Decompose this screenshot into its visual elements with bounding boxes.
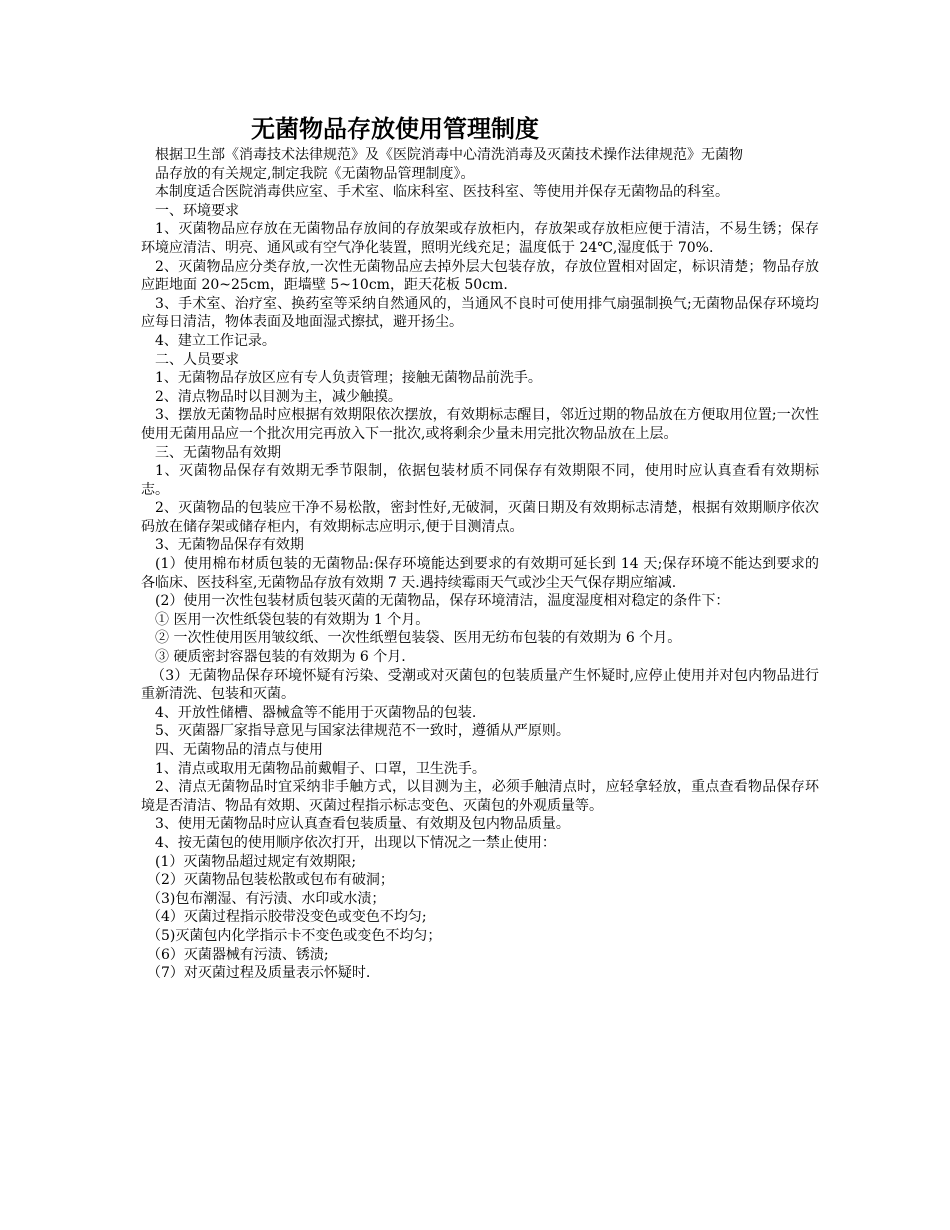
paragraph: 二、人员要求: [155, 351, 239, 368]
paragraph: 2、灭菌物品应分类存放,一次性无菌物品应去掉外层大包装存放，存放位置相对固定，标识清楚；物品存放应距地面 20~25cm，距墙壁 5~10cm，距天花板 50cm.: [141, 258, 819, 294]
paragraph: 4、开放性储槽、器械盒等不能用于灭菌物品的包装.: [155, 704, 477, 721]
paragraph: 四、无菌物品的清点与使用: [155, 742, 323, 758]
paragraph: (1）灭菌物品超过规定有效期限;: [155, 853, 357, 870]
paragraph: （3）无菌物品保存环境怀疑有污染、受潮或对灭菌包的包装质量产生怀疑时,应停止使用并对包内物品进行重新清洗、包装和灭菌。: [141, 667, 819, 703]
paragraph: （3)包布潮湿、有污渍、水印或水渍；: [147, 890, 386, 907]
document-page: [141, 112, 819, 983]
paragraph: （2）灭菌物品包装松散或包布有破洞；: [147, 872, 394, 889]
paragraph: （6）灭菌器械有污渍、锈渍;: [147, 946, 329, 963]
paragraph: 3、手术室、治疗室、换药室等采纳自然通风的，当通风不良时可使用排气扇强制换气;无菌物品保存环境均应每日清洁，物体表面及地面湿式擦拭，避开扬尘。: [141, 295, 819, 331]
paragraph: ② 一次性使用医用皱纹纸、一次性纸塑包装袋、医用无纺布包装的有效期为 6 个月。: [155, 630, 682, 647]
paragraph: 3、无菌物品保存有效期: [155, 537, 304, 554]
paragraph: 1、灭菌物品保存有效期无季节限制，依据包装材质不同保存有效期限不同，使用时应认真查看有效期标志。: [141, 463, 819, 498]
paragraph: 一、环境要求: [155, 202, 239, 219]
document-body: [141, 146, 819, 983]
paragraph: 2、灭菌物品的包装应干净不易松散，密封性好,无破洞，灭菌日期及有效期标志清楚，根据有效期顺序依次码放在储存架或储存柜内，有效期标志应明示,便于目测清点。: [141, 500, 819, 535]
paragraph: 根据卫生部《消毒技术法律规范》及《医院消毒中心清洗消毒及灭菌技术操作法律规范》无菌物: [155, 147, 743, 163]
paragraph: ① 医用一次性纸袋包装的有效期为 1 个月。: [155, 611, 430, 628]
paragraph: 品存放的有关规定,制定我院《无菌物品管理制度》。: [155, 165, 475, 182]
paragraph: 4、建立工作记录。: [155, 332, 276, 349]
paragraph: (2）使用一次性包装材质包装灭菌的无菌物品，保存环境清洁，温度湿度相对稳定的条件下：: [155, 593, 730, 610]
paragraph: 5、灭菌器厂家指导意见与国家法律规范不一致时，遵循从严原则。: [155, 723, 570, 740]
paragraph: 1、无菌物品存放区应有专人负责管理；接触无菌物品前洗手。: [155, 370, 542, 387]
paragraph: 1、灭菌物品应存放在无菌物品存放间的存放架或存放柜内，存放架或存放柜应便于清洁，不易生锈；保存环境应清洁、明亮、通风或有空气净化装置，照明光线充足；温度低于 24℃,湿度低于 70%.: [141, 221, 819, 256]
paragraph: （4）灭菌过程指示胶带没变色或变色不均匀;: [147, 909, 427, 926]
paragraph: 3、摆放无菌物品时应根据有效期限依次摆放，有效期标志醒目，邻近过期的物品放在方便取用位置;一次性使用无菌用品应一个批次用完再放入下一批次,或将剩余少量未用完批次物品放在上层。: [141, 407, 819, 442]
paragraph: 2、清点无菌物品时宜采纳非手触方式，以目测为主，必须手触清点时，应轻拿轻放，重点查看物品保存环境是否清洁、物品有效期、灭菌过程指示标志变色、灭菌包的外观质量等。: [141, 779, 819, 814]
paragraph: 2、清点物品时以目测为主，减少触摸。: [155, 388, 402, 405]
paragraph: 本制度适合医院消毒供应室、手术室、临床科室、医技科室、等使用并保存无菌物品的科室。: [155, 184, 729, 201]
paragraph: (1）使用棉布材质包装的无菌物品:保存环境能达到要求的有效期可延长到 14 天;保存环境不能达到要求的各临床、医技科室,无菌物品存放有效期 7 天.遇持续霉雨天气或沙尘天气保存期应缩减.: [141, 556, 819, 591]
paragraph: 1、清点或取用无菌物品前戴帽子、口罩，卫生洗手。: [155, 760, 486, 777]
paragraph: 4、按无菌包的使用顺序依次打开，出现以下情况之一禁止使用：: [155, 834, 556, 851]
paragraph: （5)灭菌包内化学指示卡不变色或变色不均匀；: [147, 927, 442, 944]
document-title: 无菌物品存放使用管理制度: [251, 115, 539, 143]
paragraph: （7）对灭菌过程及质量表示怀疑时.: [147, 965, 371, 982]
paragraph: 三、无菌物品有效期: [155, 444, 281, 461]
paragraph: ③ 硬质密封容器包装的有效期为 6 个月.: [155, 649, 406, 666]
paragraph: 3、使用无菌物品时应认真查看包装质量、有效期及包内物品质量。: [155, 816, 570, 833]
